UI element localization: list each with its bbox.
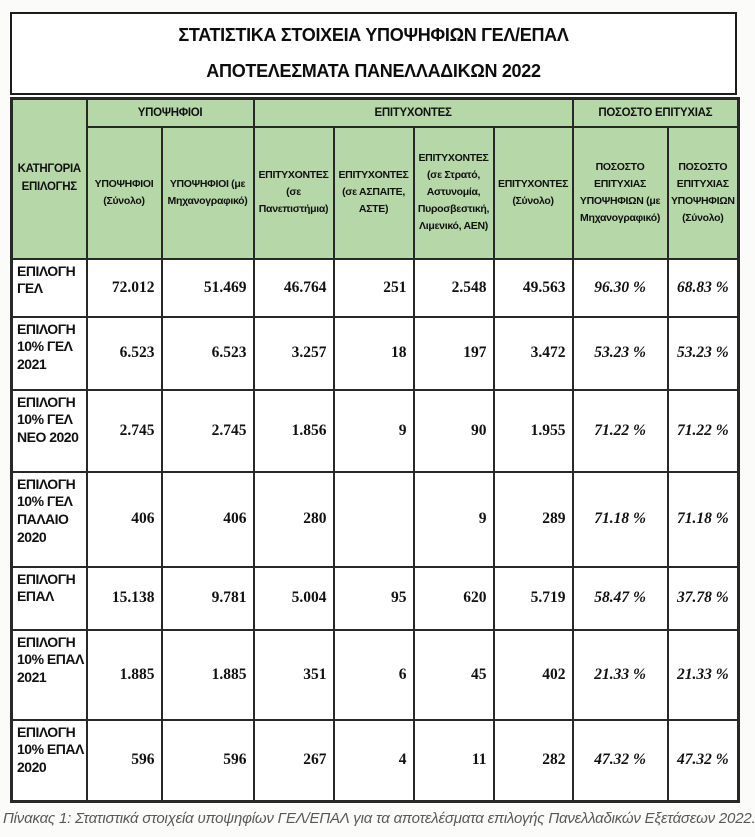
value-cell: 6.523 (162, 317, 254, 390)
percent-cell: 47.32 % (573, 720, 668, 802)
value-cell: 3.257 (254, 317, 334, 390)
percent-cell: 96.30 % (573, 259, 668, 317)
percent-cell: 37.78 % (668, 567, 739, 630)
value-cell: 4 (334, 720, 414, 802)
value-cell: 46.764 (254, 259, 334, 317)
percent-cell: 71.18 % (668, 472, 739, 567)
table-row (12, 390, 739, 472)
value-cell: 49.563 (494, 259, 573, 317)
value-cell: 18 (334, 317, 414, 390)
value-cell: 280 (254, 472, 334, 567)
column-header-successful-total: ΕΠΙΤΥΧΟΝΤΕΣ (Σύνολο) (494, 127, 573, 259)
value-cell: 406 (87, 472, 162, 567)
title-box (10, 12, 737, 95)
value-cell: 2.745 (87, 390, 162, 472)
table-row (12, 317, 739, 390)
value-cell: 267 (254, 720, 334, 802)
row-label-cell: ΕΠΙΛΟΓΗ 10% ΕΠΑΛ 2020 (12, 720, 87, 802)
table-caption: Πίνακας 1: Στατιστικά στοιχεία υποψηφίων ΓΕΛ/ΕΠΑΛ για τα αποτελέσματα επιλογής Πανελλαδικών Εξετάσεων 2022. (3, 810, 755, 827)
value-cell: 1.955 (494, 390, 573, 472)
value-cell: 95 (334, 567, 414, 630)
percent-cell: 58.47 % (573, 567, 668, 630)
percent-cell: 53.23 % (573, 317, 668, 390)
percent-cell: 53.23 % (668, 317, 739, 390)
column-header-successful-aspaite-aste: ΕΠΙΤΥΧΟΝΤΕΣ (σε ΑΣΠΑΙΤΕ, ΑΣΤΕ) (334, 127, 414, 259)
value-cell: 2.548 (414, 259, 494, 317)
table-row (12, 630, 739, 720)
value-cell: 1.856 (254, 390, 334, 472)
value-cell: 51.469 (162, 259, 254, 317)
value-cell: 6 (334, 630, 414, 720)
page-title-line2: ΑΠΟΤΕΛΕΣΜΑΤΑ ΠΑΝΕΛΛΑΔΙΚΩΝ 2022 (206, 61, 541, 81)
value-cell: 90 (414, 390, 494, 472)
percent-cell: 21.33 % (668, 630, 739, 720)
value-cell: 11 (414, 720, 494, 802)
percent-cell: 68.83 % (668, 259, 739, 317)
value-cell: 351 (254, 630, 334, 720)
percent-cell: 71.22 % (668, 390, 739, 472)
value-cell: 9.781 (162, 567, 254, 630)
row-label-cell: ΕΠΙΛΟΓΗ 10% ΓΕΛ ΝΕΟ 2020 (12, 390, 87, 472)
table-row (12, 720, 739, 802)
row-label-cell: ΕΠΙΛΟΓΗ ΓΕΛ (12, 259, 87, 317)
group-header-candidates: ΥΠΟΨΗΦΙΟΙ (87, 99, 254, 127)
value-cell: 5.719 (494, 567, 573, 630)
column-header-rate-total: ΠΟΣΟΣΤΟ ΕΠΙΤΥΧΙΑΣ ΥΠΟΨΗΦΙΩΝ (Σύνολο) (668, 127, 739, 259)
value-cell: 596 (87, 720, 162, 802)
value-cell: 282 (494, 720, 573, 802)
value-cell: 289 (494, 472, 573, 567)
table-row (12, 472, 739, 567)
value-cell: 6.523 (87, 317, 162, 390)
value-cell: 406 (162, 472, 254, 567)
percent-cell: 47.32 % (668, 720, 739, 802)
percent-cell: 71.22 % (573, 390, 668, 472)
value-cell: 3.472 (494, 317, 573, 390)
column-header-candidates-application: ΥΠΟΨΗΦΙΟΙ (με Μηχανογραφικό) (162, 127, 254, 259)
column-header-rate-application: ΠΟΣΟΣΤΟ ΕΠΙΤΥΧΙΑΣ ΥΠΟΨΗΦΙΩΝ (με Μηχανογραφικό) (573, 127, 668, 259)
value-cell (334, 472, 414, 567)
value-cell: 620 (414, 567, 494, 630)
table-row (12, 259, 739, 317)
stats-table (10, 97, 740, 803)
page-title-line1: ΣΤΑΤΙΣΤΙΚΑ ΣΤΟΙΧΕΙΑ ΥΠΟΨΗΦΙΩΝ ΓΕΛ/ΕΠΑΛ (178, 25, 569, 45)
value-cell: 402 (494, 630, 573, 720)
row-label-cell: ΕΠΙΛΟΓΗ 10% ΕΠΑΛ 2021 (12, 630, 87, 720)
percent-cell: 71.18 % (573, 472, 668, 567)
value-cell: 9 (414, 472, 494, 567)
value-cell: 2.745 (162, 390, 254, 472)
group-header-success-rate: ΠΟΣΟΣΤΟ ΕΠΙΤΥΧΙΑΣ (573, 99, 739, 127)
column-header-candidates-total: ΥΠΟΨΗΦΙΟΙ (Σύνολο) (87, 127, 162, 259)
column-header-category: ΚΑΤΗΓΟΡΙΑ ΕΠΙΛΟΓΗΣ (12, 99, 87, 259)
value-cell: 197 (414, 317, 494, 390)
value-cell: 251 (334, 259, 414, 317)
value-cell: 1.885 (87, 630, 162, 720)
row-label-cell: ΕΠΙΛΟΓΗ 10% ΓΕΛ ΠΑΛΑΙΟ 2020 (12, 472, 87, 567)
column-header-successful-universities: ΕΠΙΤΥΧΟΝΤΕΣ (σε Πανεπιστήμια) (254, 127, 334, 259)
value-cell: 1.885 (162, 630, 254, 720)
value-cell: 15.138 (87, 567, 162, 630)
value-cell: 5.004 (254, 567, 334, 630)
row-label-cell: ΕΠΙΛΟΓΗ 10% ΓΕΛ 2021 (12, 317, 87, 390)
value-cell: 45 (414, 630, 494, 720)
value-cell: 596 (162, 720, 254, 802)
table-row (12, 567, 739, 630)
row-label-cell: ΕΠΙΛΟΓΗ ΕΠΑΛ (12, 567, 87, 630)
value-cell: 72.012 (87, 259, 162, 317)
group-header-successful: ΕΠΙΤΥΧΟΝΤΕΣ (254, 99, 573, 127)
percent-cell: 21.33 % (573, 630, 668, 720)
column-header-successful-military: ΕΠΙΤΥΧΟΝΤΕΣ (σε Στρατό, Αστυνομία, Πυροσβεστική, Λιμενικό, ΑΕΝ) (414, 127, 494, 259)
value-cell: 9 (334, 390, 414, 472)
